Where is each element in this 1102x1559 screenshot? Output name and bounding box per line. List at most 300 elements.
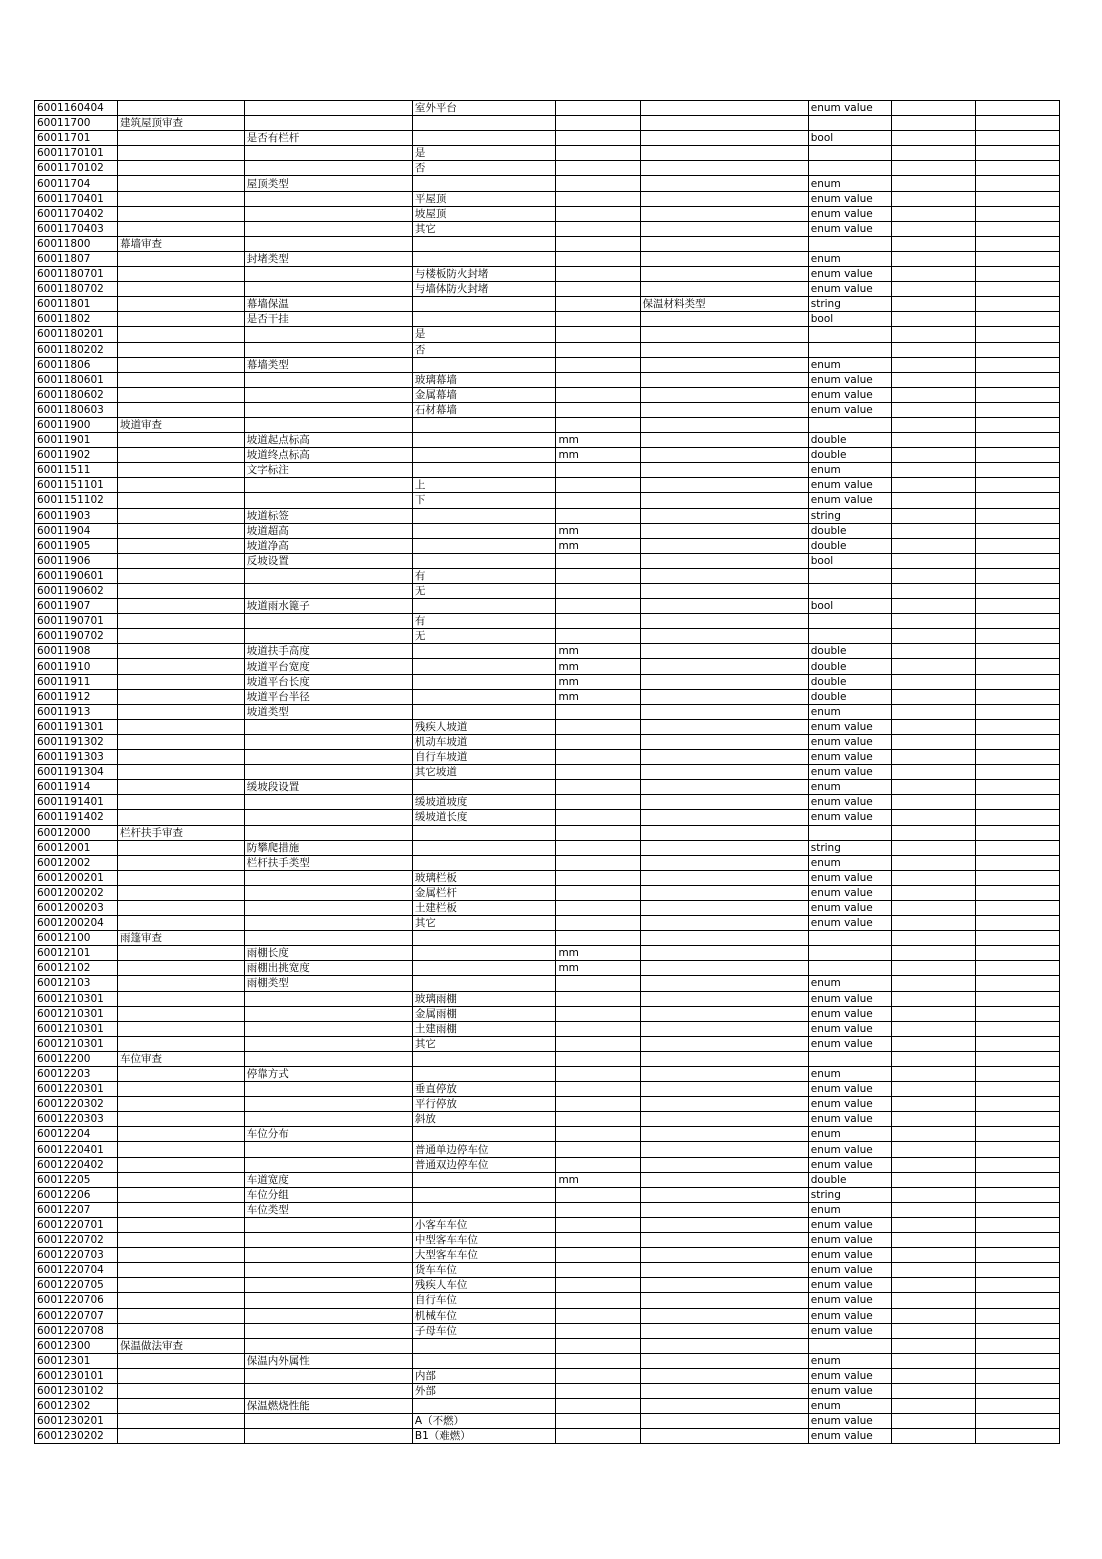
cell-blank1 [891, 931, 975, 946]
table-row [35, 568, 1060, 583]
cell-option [412, 1353, 556, 1368]
cell-type: enum value [808, 1036, 891, 1051]
cell-unit [556, 267, 640, 282]
cell-type: enum value [808, 1414, 891, 1429]
cell-blank1 [891, 734, 975, 749]
cell-code: 60012206 [35, 1187, 118, 1202]
cell-type: enum value [808, 734, 891, 749]
cell-unit [556, 101, 640, 116]
table-row [35, 116, 1060, 131]
cell-extra [640, 1112, 808, 1127]
cell-blank2 [975, 1217, 1059, 1232]
cell-unit [556, 780, 640, 795]
cell-category [117, 750, 244, 765]
cell-option: 机动车坡道 [412, 734, 556, 749]
cell-option [412, 704, 556, 719]
cell-extra [640, 765, 808, 780]
cell-blank2 [975, 780, 1059, 795]
table-row [35, 478, 1060, 493]
cell-type: enum [808, 357, 891, 372]
cell-blank2 [975, 1036, 1059, 1051]
cell-code: 60012002 [35, 855, 118, 870]
cell-type [808, 961, 891, 976]
cell-code: 6001170102 [35, 161, 118, 176]
cell-blank1 [891, 1429, 975, 1444]
cell-type: enum value [808, 1383, 891, 1398]
cell-property [244, 931, 412, 946]
cell-blank1 [891, 1399, 975, 1414]
cell-property [244, 116, 412, 131]
table-row [35, 1338, 1060, 1353]
cell-category [117, 191, 244, 206]
cell-property: 坡道雨水篦子 [244, 599, 412, 614]
cell-type: double [808, 538, 891, 553]
table-row [35, 659, 1060, 674]
cell-category [117, 553, 244, 568]
cell-category [117, 780, 244, 795]
cell-blank1 [891, 719, 975, 734]
cell-blank1 [891, 1021, 975, 1036]
cell-extra [640, 1338, 808, 1353]
cell-type: enum [808, 1202, 891, 1217]
cell-option [412, 855, 556, 870]
cell-property: 封堵类型 [244, 251, 412, 266]
cell-unit: mm [556, 961, 640, 976]
cell-option: 大型客车车位 [412, 1248, 556, 1263]
table-row [35, 1036, 1060, 1051]
cell-code: 6001180201 [35, 327, 118, 342]
cell-blank2 [975, 236, 1059, 251]
cell-unit [556, 840, 640, 855]
cell-category [117, 508, 244, 523]
table-row [35, 1278, 1060, 1293]
cell-unit [556, 402, 640, 417]
cell-property [244, 267, 412, 282]
cell-blank2 [975, 206, 1059, 221]
cell-extra [640, 1127, 808, 1142]
cell-property: 文字标注 [244, 463, 412, 478]
cell-type: enum value [808, 1429, 891, 1444]
cell-code: 6001220708 [35, 1323, 118, 1338]
cell-code: 60012302 [35, 1399, 118, 1414]
cell-code: 60011907 [35, 599, 118, 614]
table-row [35, 267, 1060, 282]
cell-extra [640, 810, 808, 825]
cell-option [412, 599, 556, 614]
cell-code: 60011802 [35, 312, 118, 327]
cell-blank2 [975, 976, 1059, 991]
cell-blank2 [975, 267, 1059, 282]
table-row [35, 1233, 1060, 1248]
cell-blank2 [975, 1368, 1059, 1383]
cell-property: 屋顶类型 [244, 176, 412, 191]
cell-blank1 [891, 357, 975, 372]
cell-unit [556, 1429, 640, 1444]
cell-blank2 [975, 493, 1059, 508]
cell-option [412, 297, 556, 312]
cell-type: enum value [808, 1263, 891, 1278]
cell-unit [556, 191, 640, 206]
table-row [35, 734, 1060, 749]
table-row [35, 1006, 1060, 1021]
cell-option: 平行停放 [412, 1097, 556, 1112]
cell-extra [640, 1429, 808, 1444]
cell-blank1 [891, 327, 975, 342]
table-row [35, 1051, 1060, 1066]
cell-code: 6001180202 [35, 342, 118, 357]
cell-blank1 [891, 870, 975, 885]
cell-blank1 [891, 342, 975, 357]
cell-option: A（不燃） [412, 1414, 556, 1429]
cell-extra [640, 236, 808, 251]
cell-code: 60012001 [35, 840, 118, 855]
cell-type: enum [808, 1399, 891, 1414]
cell-extra [640, 1006, 808, 1021]
cell-blank1 [891, 991, 975, 1006]
cell-type: bool [808, 599, 891, 614]
cell-category [117, 267, 244, 282]
cell-code: 60011906 [35, 553, 118, 568]
cell-property [244, 1338, 412, 1353]
cell-extra [640, 1021, 808, 1036]
cell-type: double [808, 1172, 891, 1187]
cell-unit: mm [556, 689, 640, 704]
cell-property [244, 402, 412, 417]
cell-code: 6001220701 [35, 1217, 118, 1232]
cell-extra [640, 1353, 808, 1368]
spreadsheet-table [34, 100, 1060, 1444]
cell-extra [640, 855, 808, 870]
table-row [35, 900, 1060, 915]
cell-extra [640, 191, 808, 206]
cell-blank2 [975, 1323, 1059, 1338]
cell-option: 其它坡道 [412, 765, 556, 780]
table-row [35, 448, 1060, 463]
cell-blank2 [975, 1127, 1059, 1142]
cell-code: 6001191304 [35, 765, 118, 780]
table-row [35, 780, 1060, 795]
cell-extra [640, 221, 808, 236]
cell-extra [640, 463, 808, 478]
cell-property: 坡道终点标高 [244, 448, 412, 463]
cell-extra [640, 372, 808, 387]
cell-option: 自行车位 [412, 1293, 556, 1308]
cell-blank2 [975, 1353, 1059, 1368]
table-row [35, 417, 1060, 432]
cell-type: enum value [808, 1157, 891, 1172]
cell-extra [640, 1414, 808, 1429]
cell-code: 6001180701 [35, 267, 118, 282]
cell-type: enum [808, 1067, 891, 1082]
cell-category [117, 870, 244, 885]
cell-unit: mm [556, 1172, 640, 1187]
cell-property [244, 282, 412, 297]
cell-code: 60011900 [35, 417, 118, 432]
cell-unit [556, 342, 640, 357]
cell-category [117, 916, 244, 931]
cell-blank1 [891, 900, 975, 915]
cell-extra [640, 1383, 808, 1398]
cell-blank1 [891, 251, 975, 266]
cell-category [117, 433, 244, 448]
cell-property [244, 765, 412, 780]
cell-category [117, 584, 244, 599]
cell-code: 60012000 [35, 825, 118, 840]
cell-option: 石材幕墙 [412, 402, 556, 417]
cell-property [244, 1308, 412, 1323]
cell-unit [556, 1233, 640, 1248]
cell-option: 其它 [412, 916, 556, 931]
cell-unit [556, 131, 640, 146]
cell-extra [640, 1399, 808, 1414]
cell-code: 6001170402 [35, 206, 118, 221]
cell-type: bool [808, 131, 891, 146]
cell-blank1 [891, 463, 975, 478]
cell-option: 垂直停放 [412, 1082, 556, 1097]
table-row [35, 855, 1060, 870]
cell-property: 车位分布 [244, 1127, 412, 1142]
cell-type [808, 342, 891, 357]
cell-blank2 [975, 417, 1059, 432]
cell-property: 雨棚类型 [244, 976, 412, 991]
cell-code: 6001230101 [35, 1368, 118, 1383]
cell-blank2 [975, 674, 1059, 689]
cell-type: enum value [808, 1217, 891, 1232]
cell-option: 子母车位 [412, 1323, 556, 1338]
cell-unit [556, 1082, 640, 1097]
cell-blank2 [975, 1187, 1059, 1202]
cell-option [412, 976, 556, 991]
table-row [35, 991, 1060, 1006]
cell-blank2 [975, 553, 1059, 568]
cell-extra [640, 1082, 808, 1097]
cell-code: 60012101 [35, 946, 118, 961]
cell-blank1 [891, 538, 975, 553]
cell-code: 60012102 [35, 961, 118, 976]
cell-unit [556, 327, 640, 342]
cell-option: 无 [412, 584, 556, 599]
cell-unit [556, 704, 640, 719]
cell-unit [556, 1308, 640, 1323]
cell-option [412, 523, 556, 538]
cell-property: 车位类型 [244, 1202, 412, 1217]
cell-extra [640, 584, 808, 599]
cell-unit [556, 1112, 640, 1127]
cell-unit [556, 282, 640, 297]
cell-option [412, 780, 556, 795]
cell-property [244, 825, 412, 840]
cell-property: 车道宽度 [244, 1172, 412, 1187]
table-row [35, 236, 1060, 251]
cell-option [412, 312, 556, 327]
cell-category [117, 327, 244, 342]
cell-blank1 [891, 448, 975, 463]
cell-option [412, 176, 556, 191]
cell-property [244, 916, 412, 931]
cell-unit [556, 1051, 640, 1066]
cell-category [117, 734, 244, 749]
cell-unit: mm [556, 659, 640, 674]
cell-type [808, 1051, 891, 1066]
table-row [35, 282, 1060, 297]
cell-code: 60011800 [35, 236, 118, 251]
cell-code: 6001230102 [35, 1383, 118, 1398]
cell-category [117, 478, 244, 493]
cell-category: 建筑屋顶审查 [117, 116, 244, 131]
cell-type: bool [808, 553, 891, 568]
table-row [35, 493, 1060, 508]
cell-blank1 [891, 191, 975, 206]
cell-option: 否 [412, 342, 556, 357]
cell-unit [556, 734, 640, 749]
cell-blank2 [975, 508, 1059, 523]
cell-unit [556, 568, 640, 583]
cell-blank2 [975, 568, 1059, 583]
cell-property: 坡道净高 [244, 538, 412, 553]
cell-property [244, 568, 412, 583]
table-row [35, 312, 1060, 327]
cell-extra [640, 1157, 808, 1172]
cell-extra [640, 1217, 808, 1232]
cell-category [117, 659, 244, 674]
cell-code: 6001200202 [35, 885, 118, 900]
cell-code: 6001210301 [35, 1036, 118, 1051]
cell-blank1 [891, 221, 975, 236]
cell-unit [556, 765, 640, 780]
cell-extra [640, 312, 808, 327]
cell-blank2 [975, 885, 1059, 900]
cell-category [117, 1399, 244, 1414]
table-row [35, 916, 1060, 931]
cell-unit [556, 719, 640, 734]
cell-option: 下 [412, 493, 556, 508]
cell-property [244, 1233, 412, 1248]
cell-property: 坡道平台长度 [244, 674, 412, 689]
cell-type: enum value [808, 191, 891, 206]
table-row [35, 523, 1060, 538]
cell-property [244, 417, 412, 432]
cell-code: 60011704 [35, 176, 118, 191]
cell-blank2 [975, 372, 1059, 387]
cell-blank1 [891, 1368, 975, 1383]
cell-property [244, 1112, 412, 1127]
cell-blank2 [975, 584, 1059, 599]
table-row [35, 1399, 1060, 1414]
table-row [35, 1323, 1060, 1338]
table-row [35, 1067, 1060, 1082]
cell-option [412, 1051, 556, 1066]
cell-extra: 保温材料类型 [640, 297, 808, 312]
cell-category [117, 1263, 244, 1278]
cell-blank1 [891, 1097, 975, 1112]
cell-code: 6001220302 [35, 1097, 118, 1112]
cell-category [117, 674, 244, 689]
cell-extra [640, 146, 808, 161]
cell-option [412, 644, 556, 659]
cell-blank2 [975, 116, 1059, 131]
cell-type: enum value [808, 765, 891, 780]
cell-extra [640, 1097, 808, 1112]
cell-category [117, 1021, 244, 1036]
cell-category [117, 1414, 244, 1429]
cell-property: 坡道类型 [244, 704, 412, 719]
cell-blank2 [975, 1202, 1059, 1217]
cell-option: 自行车坡道 [412, 750, 556, 765]
cell-option: 土建雨棚 [412, 1021, 556, 1036]
cell-category [117, 387, 244, 402]
cell-option [412, 1127, 556, 1142]
table-row [35, 553, 1060, 568]
cell-extra [640, 357, 808, 372]
cell-blank1 [891, 131, 975, 146]
cell-blank2 [975, 1157, 1059, 1172]
cell-extra [640, 976, 808, 991]
cell-property: 雨棚出挑宽度 [244, 961, 412, 976]
cell-property [244, 342, 412, 357]
cell-property [244, 387, 412, 402]
cell-blank2 [975, 689, 1059, 704]
table-row [35, 433, 1060, 448]
cell-unit [556, 1353, 640, 1368]
cell-code: 60011910 [35, 659, 118, 674]
cell-category [117, 1278, 244, 1293]
cell-property [244, 1383, 412, 1398]
cell-extra [640, 734, 808, 749]
cell-property [244, 1293, 412, 1308]
cell-extra [640, 1368, 808, 1383]
cell-category [117, 1036, 244, 1051]
table-row [35, 674, 1060, 689]
cell-type [808, 236, 891, 251]
cell-option [412, 674, 556, 689]
cell-extra [640, 1067, 808, 1082]
cell-code: 6001180601 [35, 372, 118, 387]
table-row [35, 614, 1060, 629]
cell-option [412, 463, 556, 478]
cell-blank2 [975, 750, 1059, 765]
cell-category [117, 1429, 244, 1444]
cell-extra [640, 101, 808, 116]
cell-option [412, 1187, 556, 1202]
cell-blank1 [891, 282, 975, 297]
cell-category [117, 1368, 244, 1383]
cell-unit [556, 991, 640, 1006]
cell-option: 外部 [412, 1383, 556, 1398]
table-body [35, 101, 1060, 1444]
cell-property [244, 478, 412, 493]
cell-blank2 [975, 523, 1059, 538]
table-row [35, 1368, 1060, 1383]
cell-extra [640, 931, 808, 946]
cell-blank1 [891, 584, 975, 599]
cell-blank2 [975, 357, 1059, 372]
cell-extra [640, 523, 808, 538]
cell-property: 保温燃烧性能 [244, 1399, 412, 1414]
cell-unit [556, 1278, 640, 1293]
table-row [35, 1429, 1060, 1444]
table-row [35, 1082, 1060, 1097]
cell-property: 栏杆扶手类型 [244, 855, 412, 870]
cell-blank1 [891, 206, 975, 221]
cell-blank2 [975, 146, 1059, 161]
table-row [35, 101, 1060, 116]
cell-extra [640, 991, 808, 1006]
cell-unit [556, 493, 640, 508]
cell-category: 坡道审查 [117, 417, 244, 432]
table-row [35, 161, 1060, 176]
cell-blank1 [891, 1263, 975, 1278]
cell-category [117, 1157, 244, 1172]
